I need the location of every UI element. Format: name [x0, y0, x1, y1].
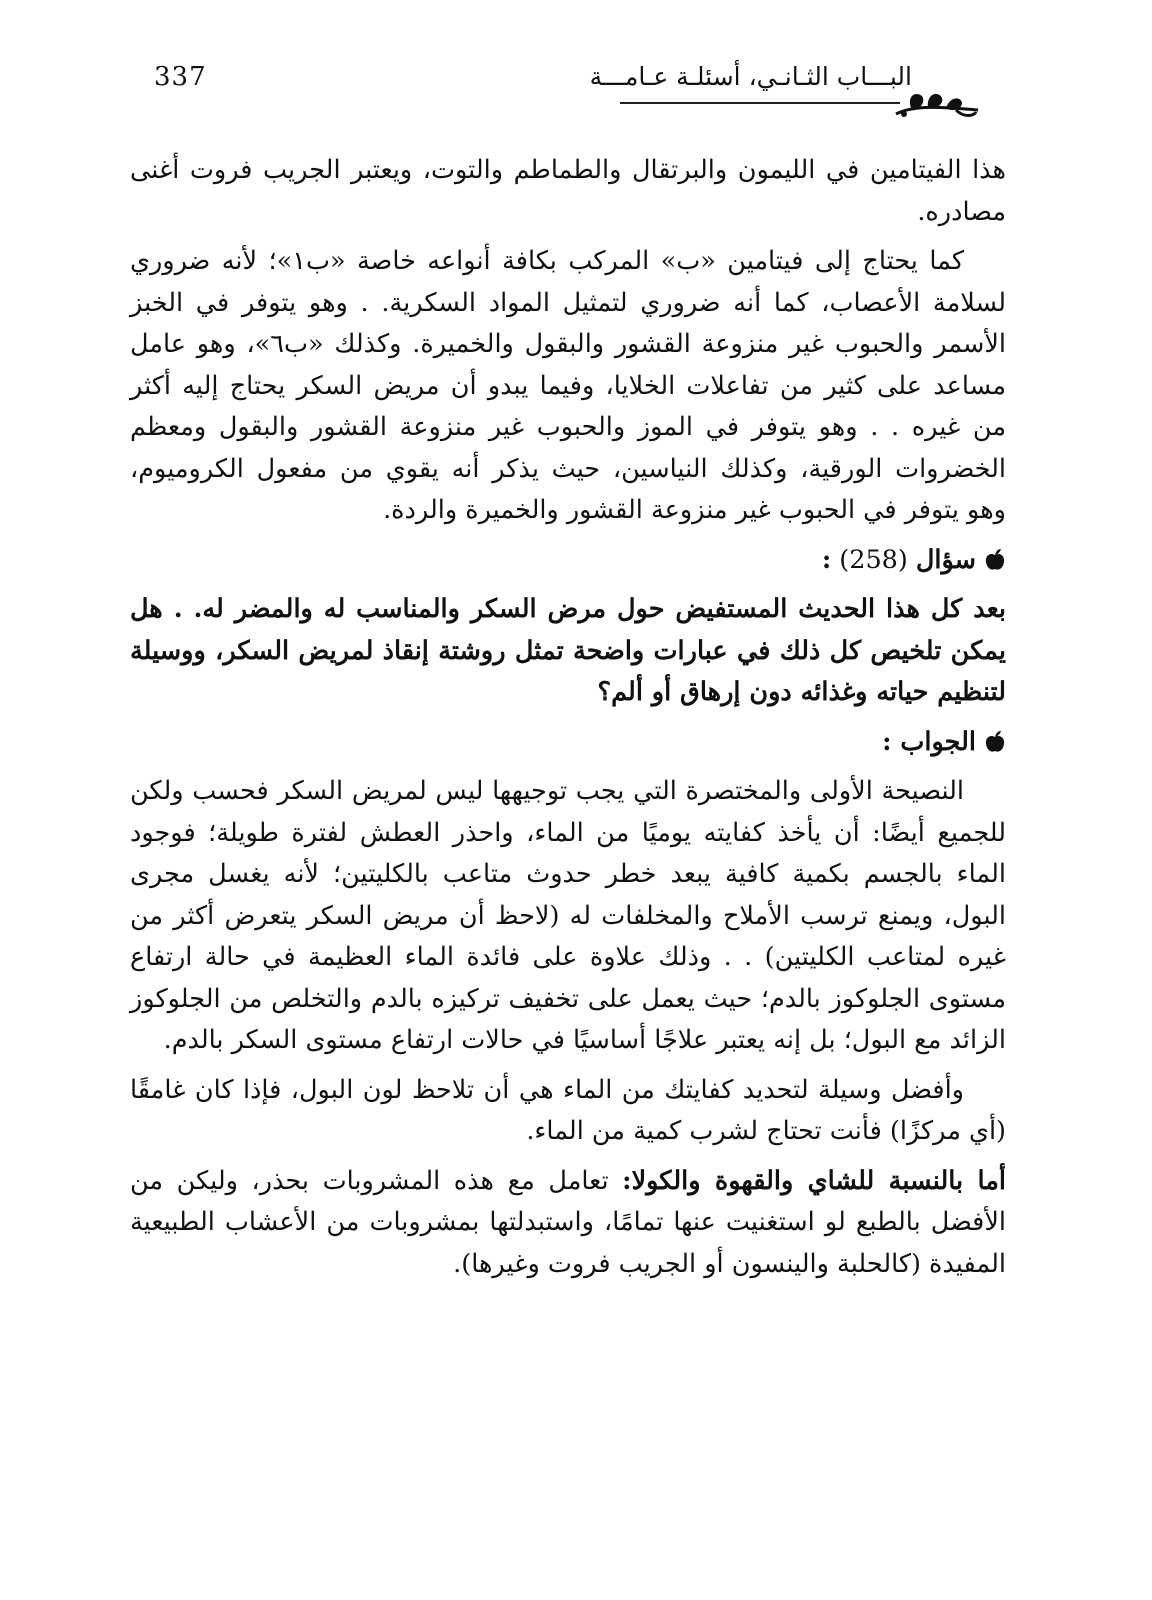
paragraph-vitamin-c-sources: هذا الفيتامين في الليمون والبرتقال والطماطم والتوت، ويعتبر الجريب فروت أغنى مصادره.: [130, 155, 1006, 227]
drinks-advice: تعامل مع هذه المشروبات بحذر، وليكن من الأفضل بالطبع لو استغنيت عنها تمامًا، واستبدلتها بمشروبات من الأعشاب الطبيعية المفيدة (كالحلبة والينسون أو الجريب فروت وغيرها).: [130, 1165, 1006, 1279]
answer-paragraph-drinks: [130, 1161, 1006, 1286]
question-label: سؤال: [915, 544, 976, 575]
floral-ornament-icon: [892, 84, 982, 124]
page-number: 337: [154, 62, 207, 92]
header-rule: [620, 102, 900, 104]
question-colon: :: [821, 544, 832, 575]
apple-icon: [984, 730, 1006, 754]
paragraph-vitamin-b: كما يحتاج إلى فيتامين «ب» المركب بكافة أنواعه خاصة «ب١»؛ لأنه ضروري لسلامة الأعصاب، كما أنه ضروري لتمثيل المواد السكرية. . وهو يتوفر في الخبز الأسمر والحبوب غير منزوعة القشور والبقول والخميرة. وكذلك «ب٦»، وهو عامل مساعد على كثير من تفاعلات الخلايا، وفيما يبدو أن مريض السكر يحتاج إليه أكثر من غيره . . وهو يتوفر في الموز والحبوب غير منزوعة القشور والبقول ومعظم الخضروات الورقية، وكذلك النياسين، حيث يذكر أنه يقوي من مفعول الكروميوم، وهو يتوفر في الحبوب غير منزوعة القشور والخميرة والردة.: [130, 246, 1006, 525]
answer-heading: [130, 722, 1006, 764]
question-heading: [130, 540, 1006, 582]
running-title: البـــاب الثـانـي، أسئلـة عـامـــة: [589, 62, 912, 91]
answer-paragraph-urine-color: وأفضل وسيلة لتحديد كفايتك من الماء هي أن تلاحظ لون البول، فإذا كان غامقًا (أي مركزًا) فأنت تحتاج لشرب كمية من الماء.: [130, 1074, 1006, 1146]
page-header: [140, 56, 1020, 136]
question-text: بعد كل هذا الحديث المستفيض حول مرض السكر والمناسب له والمضر له. . هل يمكن تلخيص كل ذلك في عبارات واضحة تمثل روشتة إنقاذ لمريض السكر، ووسيلة لتنظيم حياته وغذائه دون إرهاق أو ألم؟: [130, 594, 1006, 707]
answer-paragraph-water: النصيحة الأولى والمختصرة التي يجب توجيهها ليس لمريض السكر فحسب ولكن للجميع أيضًا: أن يأخذ كفايته يوميًا من الماء، واحذر العطش لفترة طويلة؛ فوجود الماء بالجسم بكمية كافية يبعد خطر حدوث متاعب بالكليتين؛ لأنه يغسل مجرى البول، ويمنع ترسب الأملاح والمخلفات له (لاحظ أن مريض السكر يتعرض أكثر من غيره لمتاعب الكليتين) . . وذلك علاوة على فائدة الماء العظيمة في حالة ارتفاع مستوى الجلوكوز بالدم؛ حيث يعمل على تخفيف تركيزه بالدم والتخلص من الجلوكوز الزائد مع البول؛ بل إنه يعتبر علاجًا أساسيًا في حالات ارتفاع مستوى السكر بالدم.: [130, 776, 1006, 1055]
question-number: (258): [839, 544, 908, 575]
answer-label: الجواب :: [882, 726, 976, 757]
apple-icon: [984, 548, 1006, 572]
page-body: [130, 150, 1006, 1285]
drinks-lead-in: أما بالنسبة للشاي والقهوة والكولا:: [622, 1165, 1006, 1196]
